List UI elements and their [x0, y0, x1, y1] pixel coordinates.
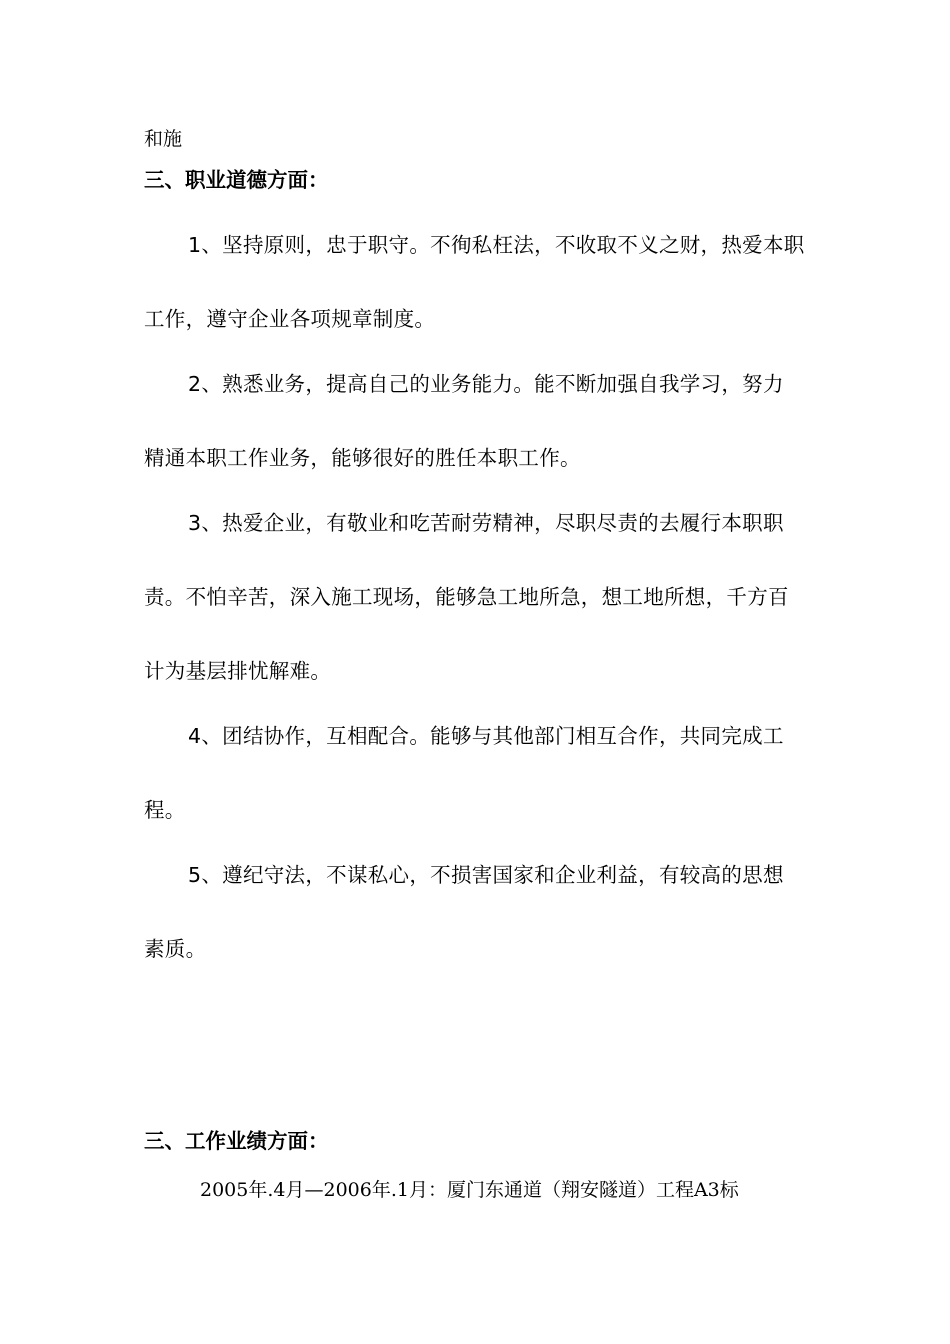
performance-line1: 2005年.4月—2006年.1月：厦门东通道（翔安隧道）工程A3标	[200, 1179, 739, 1201]
section-heading-ethics: 三、职业道德方面：	[144, 168, 329, 192]
ethics-item-3-line3: 计为基层排忧解难。	[144, 659, 332, 683]
section-heading-performance: 三、工作业绩方面：	[144, 1129, 329, 1153]
ethics-item-3-line1: 3、热爱企业，有敬业和吃苦耐劳精神，尽职尽责的去履行本职职	[188, 511, 784, 535]
ethics-item-5-line2: 素质。	[144, 937, 207, 961]
ethics-item-5-line1: 5、遵纪守法，不谋私心，不损害国家和企业利益，有较高的思想	[188, 863, 784, 887]
ethics-item-2-line1: 2、熟悉业务，提高自己的业务能力。能不断加强自我学习，努力	[188, 372, 784, 396]
ethics-item-4-line1: 4、团结协作，互相配合。能够与其他部门相互合作，共同完成工	[188, 724, 784, 748]
ethics-item-1-line2: 工作，遵守企业各项规章制度。	[144, 307, 436, 331]
ethics-item-2-line2: 精通本职工作业务，能够很好的胜任本职工作。	[144, 446, 581, 470]
ethics-item-4-line2: 程。	[144, 798, 186, 822]
ethics-item-3-line2: 责。不怕辛苦，深入施工现场，能够急工地所急，想工地所想，千方百	[144, 585, 789, 609]
continuation-text: 和施	[144, 128, 183, 150]
ethics-item-1-line1: 1、坚持原则，忠于职守。不徇私枉法，不收取不义之财，热爱本职	[188, 233, 805, 257]
